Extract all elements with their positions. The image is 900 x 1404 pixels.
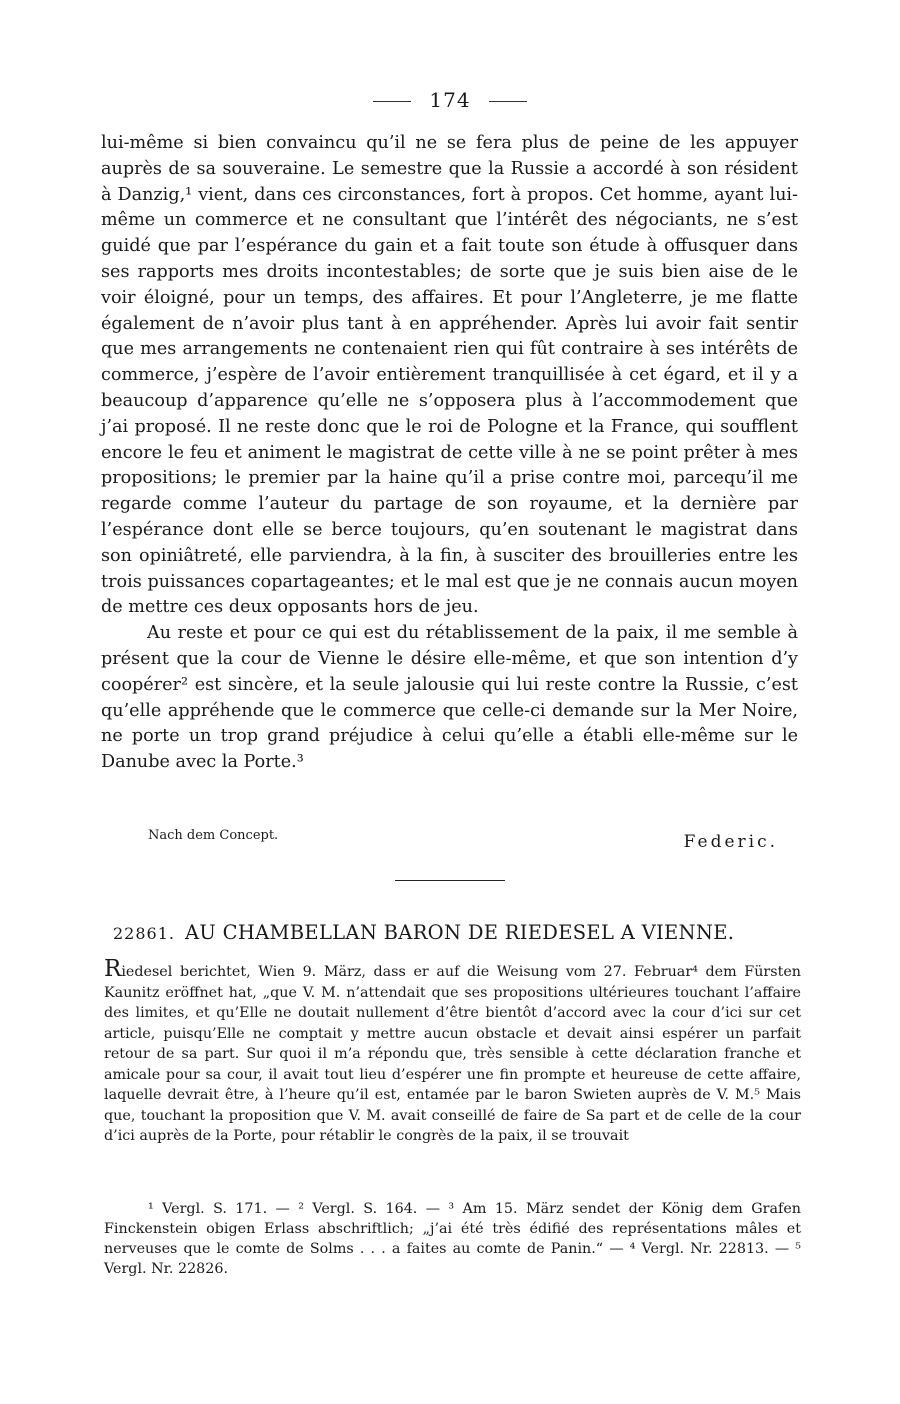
page-number: 174 <box>429 88 471 112</box>
source-note: Nach dem Concept. <box>148 828 279 843</box>
summary-paragraph <box>104 958 801 1147</box>
header-rule-right <box>489 101 527 102</box>
footnote-text: ¹ Vergl. S. 171. — ² Vergl. S. 164. — ³ Am 15. März sendet der König dem Grafen Finckenstein obigen Erlass abschriftlich; „j’ai été très édifié des représentations mâles et nerveuses que le comte de Solms . . . a faites au comte de Panin.“ — ⁴ Vergl. Nr. 22813. — ⁵ Vergl. Nr. 22826. <box>104 1201 801 1277</box>
header-rule-left <box>373 101 411 102</box>
body-paragraph: lui-même si bien convaincu qu’il ne se fera plus de peine de les appuyer auprès de sa souveraine. Le semestre que la Russie a accordé à son résident à Danzig,¹ vient, dans ces circonstances, fort à propos. Cet homme, ayant lui-même un commerce et ne consultant que l’intérêt des négociants, ne s’est guidé que par l’espérance du gain et a fait toute son étude à offusquer dans ses rapports mes droits incontestables; de sorte que je suis bien aise de le voir éloigné, pour un temps, des affaires. Et pour l’Angleterre, je me flatte également de n’avoir plus tant à en appréhender. Après lui avoir fait sentir que mes arrangements ne contenaient rien qui fût contraire à ses intérêts de commerce, j’espère de l’avoir entièrement tranquillisée à cet égard, et il y a beaucoup d’apparence qu’elle ne s’opposera plus à l’accommodement que j’ai proposé. Il ne reste donc que le roi de Pologne et la France, qui soufflent encore le feu et animent le magistrat de cette ville à ne se point prêter à mes propositions; le premier par la haine qu’il a prise contre moi, parcequ’il me regarde comme l’auteur du partage de son royaume, et la dernière par l’espérance dont elle se berce toujours, qu’en soutenant le magistrat dans son opiniâtreté, elle parviendra, à la fin, à susciter des brouilleries entre les trois puissances copartageantes; et le mal est que je ne connais aucun moyen de mettre ces deux opposants hors de jeu. <box>101 133 798 618</box>
letter-title: AU CHAMBELLAN BARON DE RIEDESEL A VIENNE. <box>184 921 735 944</box>
letter-number: 22861. <box>113 924 175 943</box>
section-divider <box>395 880 505 881</box>
summary-text: iedesel berichtet, Wien 9. März, dass er auf die Weisung vom 27. Februar⁴ dem Fürsten Kaunitz eröffnet hat, „que V. M. n’attendait que ses propositions ultérieures touchant l’affaire des limites, et qu’Elle ne doutait nullement d’être bientôt d’accord avec la cour d’ici sur cet article, puisqu’Elle ne comptait y mettre aucun obstacle et devait ainsi espérer un parfait retour de sa part. Sur quoi il m’a répondu que, très sensible à cette déclaration franche et amicale pour sa cour, il avait tout lieu d’espérer une fin prompte et heureuse de cette affaire, laquelle devrait être, à l’heure qu’il est, entamée par le baron Swieten auprès de V. M.⁵ Mais que, touchant la proposition que V. M. avait conseillé de faire de Sa part et de celle de la cour d’ici auprès de la Porte, pour rétablir le congrès de la paix, il se trouvait <box>104 964 801 1144</box>
signature: Federic. <box>683 832 778 852</box>
letter-heading <box>113 921 803 944</box>
footnotes <box>104 1199 801 1279</box>
letter-summary <box>104 958 801 1147</box>
letter-body <box>101 131 798 776</box>
closing-row <box>148 826 778 856</box>
body-paragraph: Au reste et pour ce qui est du rétablissement de la paix, il me semble à présent que la cour de Vienne le désire elle-même, et que son intention d’y coopérer² est sincère, et la seule jalousie qui lui reste contre la Russie, c’est qu’elle appréhende que le commerce que celle-ci demande sur la Mer Noire, ne porte un trop grand préjudice à celui qu’elle a établi elle-même sur le Danube avec la Porte.³ <box>101 623 798 773</box>
summary-initial: R <box>104 956 122 982</box>
page-header <box>0 88 900 112</box>
